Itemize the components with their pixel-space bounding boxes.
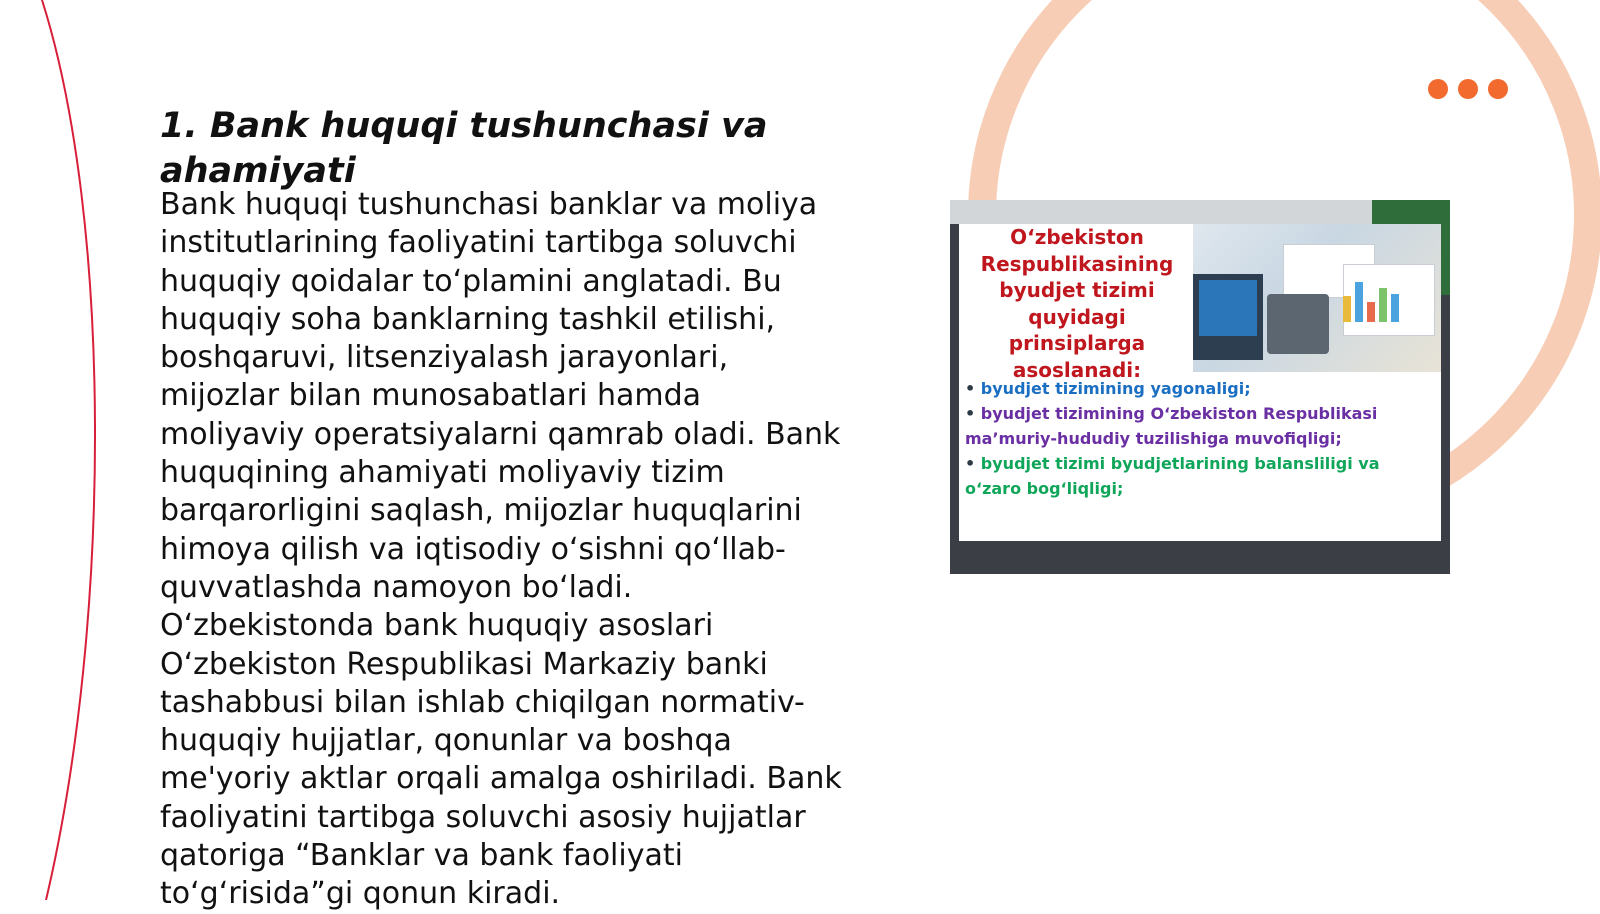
- office-desk-photo: [1193, 224, 1441, 372]
- orange-dot: [1488, 79, 1508, 99]
- image-footer-band: [950, 541, 1450, 574]
- calculator: [1267, 294, 1329, 354]
- orange-dot: [1458, 79, 1478, 99]
- body-paragraph: Bank huquqi tushunchasi banklar va moliya institutlarining faoliyatini tartibga soluvchi huquqiy qoidalar to‘plamini anglatadi. Bu huquqiy soha banklarning tashkil etilishi, boshqaruvi, litsenziyalash jarayonlari, mijozlar bilan munosabatlari hamda moliyaviy operatsiyalarni qamrab oladi. Bank huquqining ahamiyati moliyaviy tizim barqarorligini saqlash, mijozlar huquqlarini himoya qilish va iqtisodiy o‘sishni qo‘llab-quvvatlashda namoyon bo‘ladi.: [160, 187, 841, 605]
- image-heading: O‘zbekiston Respublikasining byudjet tizimi quyidagi prinsiplarga asoslanadi:: [980, 225, 1174, 382]
- orange-dot: [1428, 79, 1448, 99]
- image-bullet: • byudjet tizimi byudjetlarining balansliligi va o‘zaro bog‘liqligi;: [965, 451, 1435, 501]
- laptop: [1193, 274, 1263, 360]
- image-bullet: • byudjet tizimining O‘zbekiston Respublikasi ma’muriy-hududiy tuzilishiga muvofiqligi;: [965, 401, 1435, 451]
- laptop-screen: [1199, 280, 1257, 336]
- chart-bars: [1343, 282, 1399, 322]
- menu-dots: [1428, 79, 1508, 99]
- embedded-slide-image: [950, 200, 1450, 574]
- decorative-red-curve: [42, 0, 95, 900]
- slide-title: 1. Bank huquqi tushunchasi va ahamiyati: [160, 106, 768, 191]
- image-card: [959, 224, 1441, 541]
- image-bullet-list: [965, 376, 1435, 501]
- image-bullet: • byudjet tizimining yagonaligi;: [965, 376, 1435, 401]
- body-paragraph: O‘zbekistonda bank huquqiy asoslari O‘zbekiston Respublikasi Markaziy banki tashabbusi bilan ishlab chiqilgan normativ-huquqiy hujjatlar, qonunlar va boshqa me'yoriy aktlar orqali amalga oshiriladi. Bank faoliyatini tartibga soluvchi asosiy hujjatlar qatoriga “Banklar va bank faoliyati to‘g‘risida”gi qonun kiradi.: [160, 608, 842, 912]
- slide-body: [160, 186, 850, 914]
